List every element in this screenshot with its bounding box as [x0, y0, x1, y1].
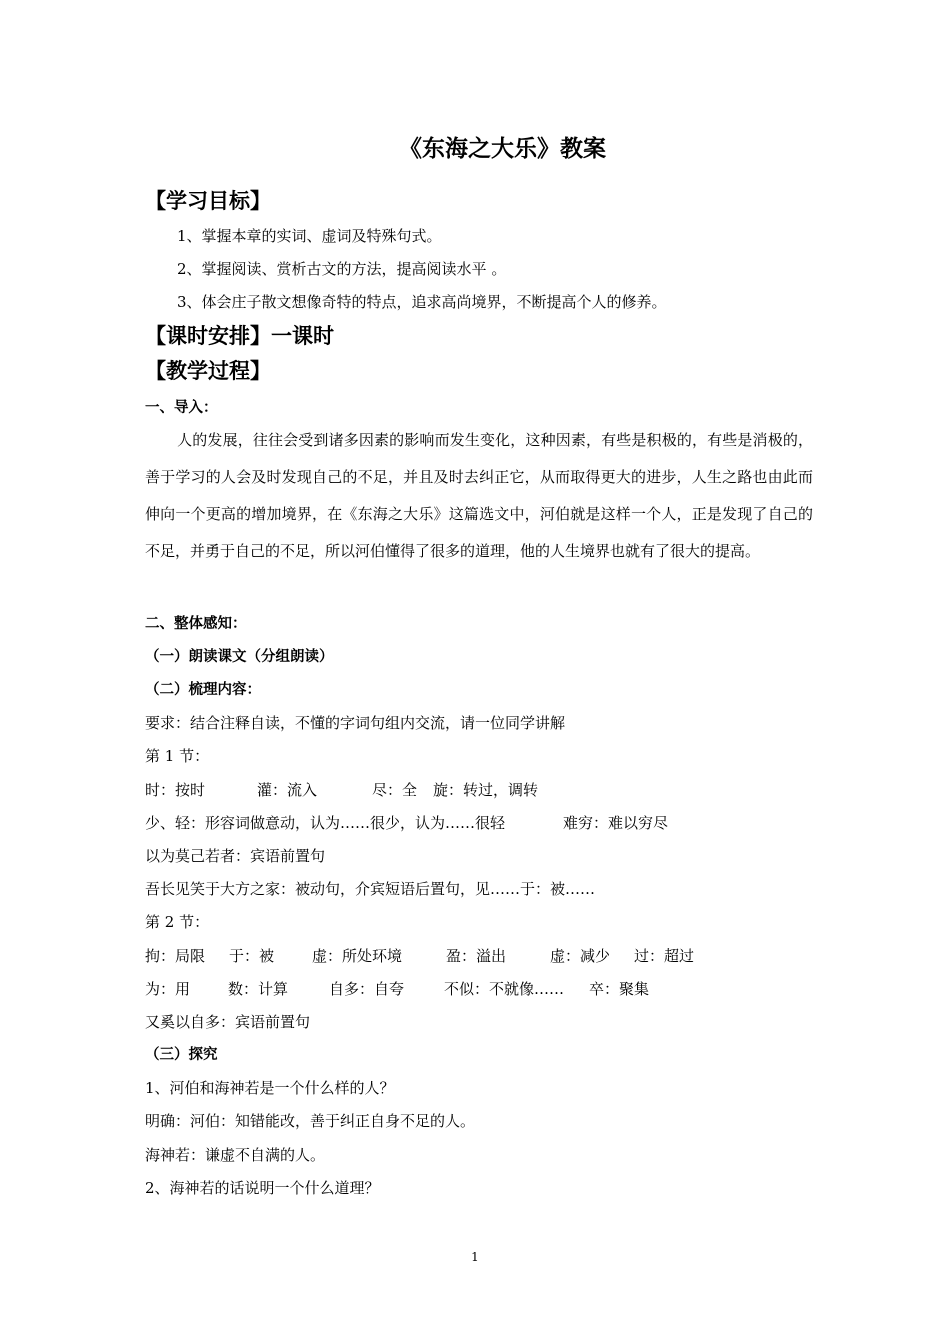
vocab-entry: 时：按时	[145, 781, 206, 799]
objectives-heading: 【学习目标】	[145, 189, 271, 213]
vocab-entry: 尽：全	[372, 781, 418, 799]
objective-item: 3、体会庄子散文想像奇特的特点，追求高尚境界，不断提高个人的修养。	[177, 293, 667, 311]
explore-question: 1、河伯和海神若是一个什么样的人？	[145, 1079, 395, 1097]
explore-answer: 海神若：谦虚不自满的人。	[145, 1146, 326, 1164]
page-number: 1	[471, 1250, 479, 1264]
vocab-entry: 于：被	[229, 947, 275, 965]
vocab-entry: 少、轻：形容词做意动，认为……很少，认为……很轻	[145, 814, 506, 832]
vocab-entry: 为：用	[145, 980, 191, 998]
explore-heading: （三）探究	[145, 1047, 218, 1063]
read-heading: （一）朗读课文（分组朗读）	[145, 649, 334, 665]
grammar-note: 吾长见笑于大方之家：被动句，介宾短语后置句，见……于：被……	[145, 880, 596, 898]
explore-question: 2、海神若的话说明一个什么道理？	[145, 1179, 380, 1197]
intro-heading: 一、导入：	[145, 400, 218, 416]
vocab-entry: 难穷：难以穷尽	[563, 814, 669, 832]
vocab-entry: 旋：转过，调转	[433, 781, 539, 799]
schedule-heading: 【课时安排】一课时	[145, 324, 334, 348]
vocab-row	[145, 946, 694, 966]
objective-item: 2、掌握阅读、赏析古文的方法，提高阅读水平 。	[177, 260, 507, 278]
vocab-entry: 数：计算	[228, 980, 289, 998]
process-heading: 【教学过程】	[145, 359, 271, 383]
objective-item: 1、掌握本章的实词、虚词及特殊句式。	[177, 227, 442, 245]
document-title: 《东海之大乐》教案	[399, 136, 606, 162]
vocab-entry: 虚：减少	[550, 947, 611, 965]
overall-heading: 二、整体感知：	[145, 616, 247, 632]
grammar-note: 以为莫己若者：宾语前置句	[145, 847, 326, 865]
intro-text: 人的发展，往往会受到诸多因素的影响而发生变化，这种因素，有些是积极的，有些是消极的，善于学习的人会及时发现自己的不足，并且及时去纠正它，从而取得更大的进步，人生之路也由此而伸向一个更高的增加境界，在《东海之大乐》这篇选文中，河伯就是这样一个人，正是发现了自己的不足，并勇于自己的不足，所以河伯懂得了很多的道理，他的人生境界也就有了很大的提高。	[145, 431, 813, 560]
vocab-entry: 自多：自夸	[329, 980, 405, 998]
vocab-row	[145, 979, 649, 999]
section-label: 第 1 节：	[145, 747, 210, 765]
explore-answer: 明确：河伯：知错能改，善于纠正自身不足的人。	[145, 1112, 476, 1130]
vocab-row	[145, 813, 668, 833]
vocab-entry: 不似：不就像……	[444, 980, 565, 998]
vocab-row	[145, 780, 538, 800]
vocab-entry: 过：超过	[634, 947, 695, 965]
section-label: 第 2 节：	[145, 913, 210, 931]
sort-heading: （二）梳理内容：	[145, 682, 261, 698]
vocab-entry: 灌：流入	[257, 781, 318, 799]
vocab-entry: 卒：聚集	[589, 980, 650, 998]
intro-paragraph	[145, 422, 813, 570]
vocab-entry: 盈：溢出	[446, 947, 507, 965]
vocab-entry: 拘：局限	[145, 947, 206, 965]
grammar-note: 又奚以自多：宾语前置句	[145, 1013, 311, 1031]
vocab-entry: 虚：所处环境	[312, 947, 403, 965]
requirement-text: 要求：结合注释自读，不懂的字词句组内交流，请一位同学讲解	[145, 714, 566, 732]
